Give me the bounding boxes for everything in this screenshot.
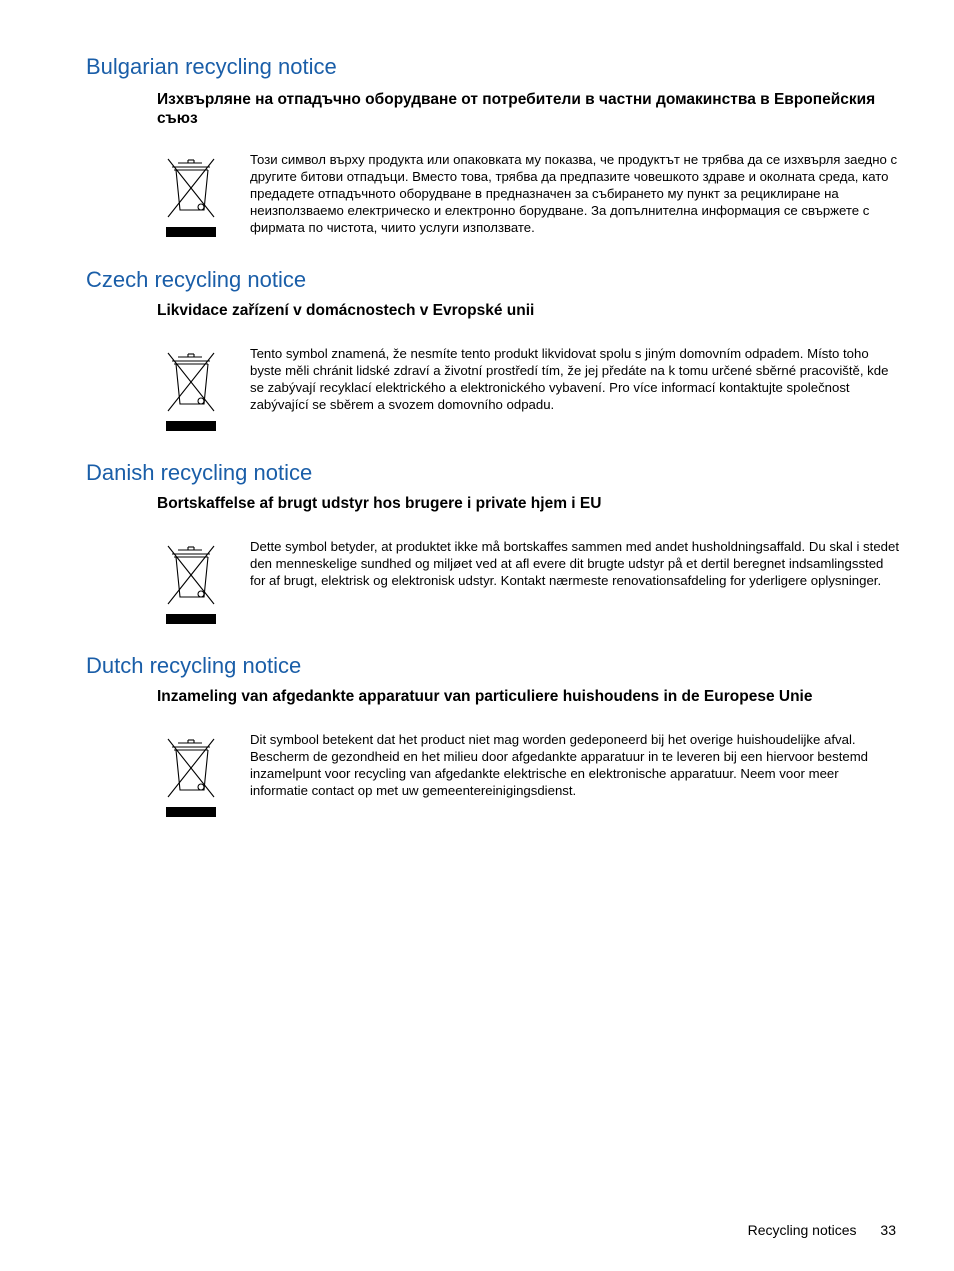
crossed-out-wheelie-bin-icon <box>164 349 218 431</box>
section-subheading: Bortskaffelse af brugt udstyr hos brugere i private hjem i EU <box>157 495 602 512</box>
crossed-out-wheelie-bin-icon <box>164 542 218 624</box>
page-footer <box>748 1222 896 1238</box>
section-subheading: Изхвърляне на отпадъчно оборудване от потребители в частни домакинства в Европейския съюз <box>157 91 876 127</box>
footer-section-name: Recycling notices <box>747 1222 857 1238</box>
section-title: Czech recycling notice <box>86 267 307 292</box>
crossed-out-wheelie-bin-icon <box>164 155 218 237</box>
section-body: Този символ върху продукта или опаковката му показва, че продуктът не трябва да се изхвърля заедно с другите битови отпадъци. Вместо това, трябва да предпазите човешкото здраве и околната среда, като предадете отпадъчното оборудване в предназначен за събирането му пункт за рециклиране на неизползваемо електрическо и електронно борудване. За допълнителна информация се свържете с фирмата по чистота, чиито услуги използвате. <box>250 152 898 235</box>
section-title: Danish recycling notice <box>86 460 313 485</box>
section-body: Dette symbol betyder, at produktet ikke må bortskaffes sammen med andet husholdningsaffald. Du skal i stedet den menneskelige sundhed og miljøet ved at afl evere dit brugte udstyr på et dertil beregnet indsamlingssted for af brugt, elektrisk og elektronisk udstyr. Kontakt nærmeste renovationsafdeling for yderligere oplysninger. <box>250 539 899 588</box>
section-subheading: Likvidace zařízení v domácnostech v Evropské unii <box>157 302 535 319</box>
section-title: Bulgarian recycling notice <box>86 54 337 79</box>
page-number: 33 <box>880 1222 896 1238</box>
section-body: Tento symbol znamená, že nesmíte tento produkt likvidovat spolu s jiným domovním odpadem. Místo toho byste měli chránit lidské zdraví a životní prostředí tím, že jej předáte na k tomu určené sběrné pracoviště, kde se zabývají recyklací elektrického a elektronického vybavení. Pro více informací kontaktujte společnost zabývající se sběrem a svozem domovního odpadu. <box>250 346 889 412</box>
section-body: Dit symbool betekent dat het product niet mag worden gedeponeerd bij het overige huishoudelijke afval. Bescherm de gezondheid en het milieu door afgedankte apparatuur in te leveren bij een hiervoor bestemd inzamelpunt voor recycling van afgedankte elektrische en elektronische apparatuur. Neem voor meer informatie contact op met uw gemeentereinigingsdienst. <box>250 732 869 798</box>
crossed-out-wheelie-bin-icon <box>164 735 218 817</box>
section-subheading: Inzameling van afgedankte apparatuur van particuliere huishoudens in de Europese Unie <box>157 688 813 705</box>
section-title: Dutch recycling notice <box>86 653 302 678</box>
